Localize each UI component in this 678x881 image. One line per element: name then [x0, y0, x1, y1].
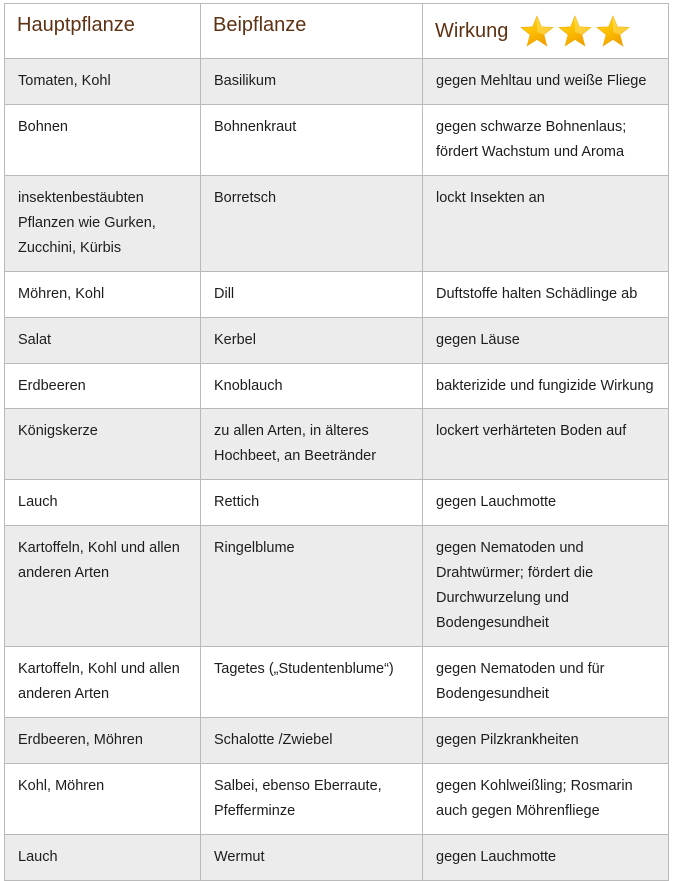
table-cell-companion: Wermut: [201, 834, 423, 880]
table-cell-effect: gegen Nematoden und Drahtwürmer; fördert die Durchwurzelung und Bodengesundheit: [423, 526, 669, 647]
table-cell-effect: gegen Mehltau und weiße Fliege: [423, 59, 669, 105]
table-cell-companion: Knoblauch: [201, 363, 423, 409]
table-row: [5, 717, 669, 763]
table-cell-companion: Ringelblume: [201, 526, 423, 647]
table-cell-main: insektenbestäubten Pflanzen wie Gurken, Zucchini, Kürbis: [5, 175, 201, 271]
table-row: [5, 104, 669, 175]
table-cell-main: Lauch: [5, 480, 201, 526]
table-cell-effect: gegen Pilzkrankheiten: [423, 717, 669, 763]
table-cell-companion: Salbei, ebenso Eberraute, Pfefferminze: [201, 763, 423, 834]
column-header-wirkung-label: Wirkung: [435, 19, 509, 42]
table-row: [5, 763, 669, 834]
table-row: [5, 526, 669, 647]
table-row: [5, 647, 669, 718]
table-cell-effect: Duftstoffe halten Schädlinge ab: [423, 271, 669, 317]
table-cell-effect: lockt Insekten an: [423, 175, 669, 271]
table-cell-companion: Kerbel: [201, 317, 423, 363]
table-cell-main: Kartoffeln, Kohl und allen anderen Arten: [5, 647, 201, 718]
table-cell-main: Bohnen: [5, 104, 201, 175]
table-cell-companion: Borretsch: [201, 175, 423, 271]
table-cell-main: Erdbeeren: [5, 363, 201, 409]
table-cell-effect: lockert verhärteten Boden auf: [423, 409, 669, 480]
table-cell-main: Lauch: [5, 834, 201, 880]
star-icon: [520, 14, 554, 48]
table-cell-companion: Dill: [201, 271, 423, 317]
table-cell-companion: Tagetes („Studentenblume“): [201, 647, 423, 718]
table-cell-main: Möhren, Kohl: [5, 271, 201, 317]
table-cell-effect: gegen Nematoden und für Bodengesundheit: [423, 647, 669, 718]
table-body: [5, 59, 669, 881]
table-row: [5, 834, 669, 880]
table-header: [5, 4, 669, 59]
table-row: [5, 271, 669, 317]
companion-planting-table: [4, 3, 669, 881]
column-header-beipflanze: [201, 4, 423, 59]
table-cell-main: Tomaten, Kohl: [5, 59, 201, 105]
table-cell-main: Kartoffeln, Kohl und allen anderen Arten: [5, 526, 201, 647]
column-header-beipflanze-label: Beipflanze: [213, 14, 307, 36]
table-cell-companion: Bohnenkraut: [201, 104, 423, 175]
table-cell-main: Kohl, Möhren: [5, 763, 201, 834]
table-cell-effect: gegen schwarze Bohnenlaus; fördert Wachstum und Aroma: [423, 104, 669, 175]
table-cell-main: Erdbeeren, Möhren: [5, 717, 201, 763]
table-cell-effect: gegen Kohlweißling; Rosmarin auch gegen Möhrenfliege: [423, 763, 669, 834]
table-row: [5, 59, 669, 105]
table-cell-companion: Basilikum: [201, 59, 423, 105]
table-row: [5, 175, 669, 271]
table-cell-companion: Schalotte /Zwiebel: [201, 717, 423, 763]
table-cell-effect: bakterizide und fungizide Wirkung: [423, 363, 669, 409]
table-row: [5, 363, 669, 409]
table-row: [5, 409, 669, 480]
table-cell-companion: zu allen Arten, in älteres Hochbeet, an Beetränder: [201, 409, 423, 480]
table-cell-effect: gegen Läuse: [423, 317, 669, 363]
column-header-hauptpflanze-label: Hauptpflanze: [17, 14, 135, 36]
column-header-wirkung: [423, 4, 669, 59]
table-cell-effect: gegen Lauchmotte: [423, 834, 669, 880]
table-cell-main: Salat: [5, 317, 201, 363]
table-row: [5, 317, 669, 363]
table-cell-main: Königskerze: [5, 409, 201, 480]
rating-stars: [520, 14, 630, 48]
star-icon: [558, 14, 592, 48]
table-header-row: [5, 4, 669, 59]
table-cell-effect: gegen Lauchmotte: [423, 480, 669, 526]
table-row: [5, 480, 669, 526]
star-icon: [596, 14, 630, 48]
column-header-hauptpflanze: [5, 4, 201, 59]
table-cell-companion: Rettich: [201, 480, 423, 526]
